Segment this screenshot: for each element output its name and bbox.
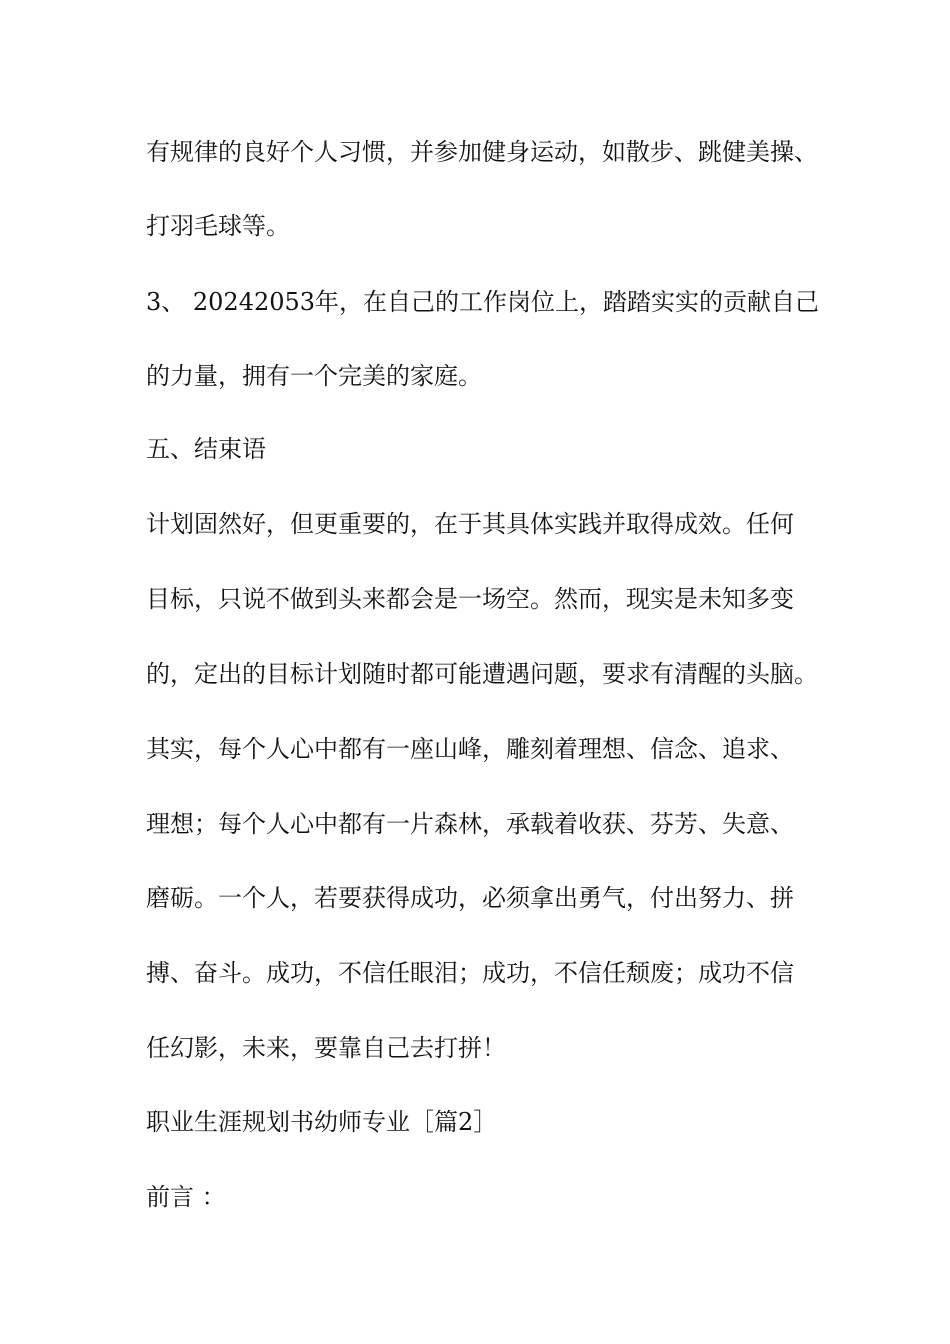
section-heading-conclusion: 五、结束语 — [146, 435, 266, 463]
list-item-3: 3、 20242053年，在自己的工作岗位上，踏踏实实的贡献自己 — [146, 288, 820, 316]
paragraph-line: 其实，每个人心中都有一座山峰，雕刻着理想、信念、追求、 — [146, 735, 794, 763]
section-heading-preface: 前言 ： — [146, 1183, 226, 1211]
paragraph-line: 目标，只说不做到头来都会是一场空。然而，现实是未知多变 — [146, 585, 794, 613]
paragraph-line: 计划固然好，但更重要的，在于其具体实践并取得成效。任何 — [146, 510, 794, 538]
article-title: 职业生涯规划书幼师专业［篇2］ — [146, 1108, 498, 1136]
paragraph-line: 有规律的良好个人习惯，并参加健身运动，如散步、跳健美操、 — [146, 138, 818, 166]
paragraph-line: 磨砺。一个人，若要获得成功，必须拿出勇气，付出努力、拼 — [146, 884, 794, 912]
paragraph-line: 的力量，拥有一个完美的家庭。 — [146, 362, 482, 390]
paragraph-line: 搏、奋斗。成功，不信任眼泪；成功，不信任颓废；成功不信 — [146, 959, 794, 987]
paragraph-line: 打羽毛球等。 — [146, 212, 290, 240]
paragraph-line: 任幻影，未来，要靠自己去打拼！ — [146, 1034, 506, 1062]
paragraph-line: 的，定出的目标计划随时都可能遭遇问题，要求有清醒的头脑。 — [146, 660, 818, 688]
paragraph-line: 理想；每个人心中都有一片森林，承载着收获、芬芳、失意、 — [146, 810, 794, 838]
